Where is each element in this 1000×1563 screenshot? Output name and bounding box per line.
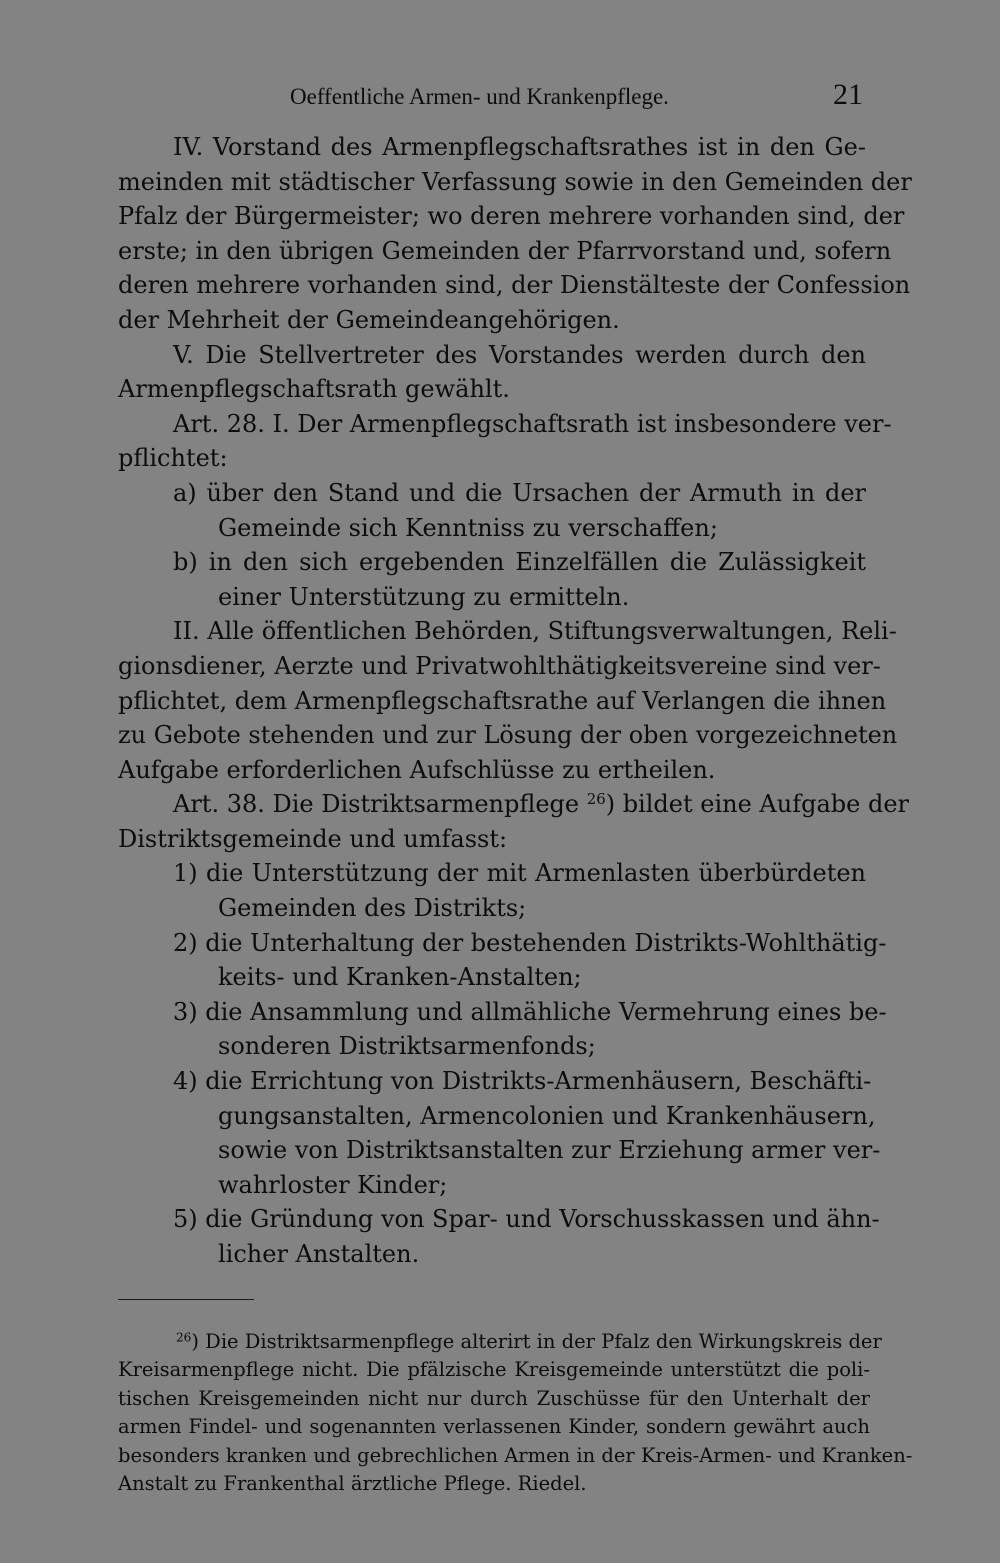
text-line: pflichtet:: [118, 444, 228, 473]
list-item-line: 1) die Unterstützung der mit Armenlasten überbürdeten: [173, 859, 866, 888]
line-text-after-ref: ) bildet eine Aufgabe der: [605, 790, 909, 819]
text-line: meinden mit städtischer Verfassung sowie in den Gemeinden der: [118, 167, 912, 196]
text-line: gionsdiener, Aerzte und Privatwohlthätigkeitsvereine sind ver-: [118, 651, 881, 680]
list-item-line: Gemeinden des Distrikts;: [218, 894, 527, 923]
page-header: [118, 78, 863, 114]
list-item-line: 2) die Unterhaltung der bestehenden Distrikts-Wohlthätig-: [173, 928, 887, 957]
list-item-line: b) in den sich ergebenden Einzelfällen die Zulässigkeit: [173, 548, 866, 577]
list-item-line: wahrloster Kinder;: [218, 1170, 448, 1199]
text-line: deren mehrere vorhanden sind, der Dienstälteste der Confession: [118, 271, 911, 300]
footnote-line: [118, 1328, 882, 1356]
text-line-with-footnote-ref: [118, 787, 909, 822]
page-number: 21: [833, 78, 863, 111]
footnote-line: Anstalt zu Frankenthal ärztliche Pflege. Riedel.: [118, 1471, 587, 1495]
list-item-line: gungsanstalten, Armencolonien und Krankenhäusern,: [218, 1101, 876, 1130]
footnote-line: armen Findel- und sogenannten verlassenen Kinder, sondern gewährt auch: [118, 1415, 870, 1439]
list-item-line: 4) die Errichtung von Distrikts-Armenhäusern, Beschäfti-: [173, 1067, 872, 1096]
footnote-section: [118, 1328, 913, 1498]
text-line: Art. 28. I. Der Armenpflegschaftsrath ist insbesondere ver-: [173, 409, 892, 438]
text-line: zu Gebote stehenden und zur Lösung der oben vorgezeichneten: [118, 721, 898, 750]
footnote-ref[interactable]: 26: [586, 790, 606, 809]
running-title: Oeffentliche Armen- und Krankenpflege.: [290, 84, 669, 109]
text-line: II. Alle öffentlichen Behörden, Stiftungsverwaltungen, Reli-: [173, 617, 897, 646]
text-line: der Mehrheit der Gemeindeangehörigen.: [118, 305, 620, 334]
footnote-line: besonders kranken und gebrechlichen Armen in der Kreis-Armen- und Kranken-: [118, 1443, 913, 1467]
list-item-line: 3) die Ansammlung und allmähliche Vermehrung eines be-: [173, 997, 887, 1026]
list-item-line: licher Anstalten.: [218, 1240, 420, 1268]
footnote-line: Kreisarmenpflege nicht. Die pfälzische Kreisgemeinde unterstützt die poli-: [118, 1358, 870, 1382]
list-item-line: Gemeinde sich Kenntniss zu verschaffen;: [218, 513, 718, 542]
list-item-line: einer Unterstützung zu ermitteln.: [218, 582, 630, 611]
list-item-line: 5) die Gründung von Spar- und Vorschusskassen und ähn-: [173, 1205, 880, 1234]
body-text: [118, 130, 912, 1272]
text-line: Distriktsgemeinde und umfasst:: [118, 824, 508, 853]
list-item-line: sowie von Distriktsanstalten zur Erziehung armer ver-: [218, 1136, 881, 1165]
list-item-line: sonderen Distriktsarmenfonds;: [218, 1032, 596, 1061]
text-line: V. Die Stellvertreter des Vorstandes werden durch den: [173, 340, 866, 369]
text-line: Pfalz der Bürgermeister; wo deren mehrere vorhanden sind, der: [118, 202, 905, 231]
text-line: IV. Vorstand des Armenpflegschaftsrathes ist in den Ge-: [173, 133, 866, 161]
footnote-marker: 26: [176, 1330, 192, 1345]
footnote-line: tischen Kreisgemeinden nicht nur durch Zuschüsse für den Unterhalt der: [118, 1386, 870, 1410]
line-text-before-ref: Art. 38. Die Distriktsarmenpflege: [173, 790, 580, 819]
footnote-text: ) Die Distriktsarmenpflege alterirt in der Pfalz den Wirkungskreis der: [191, 1330, 882, 1353]
text-line: Aufgabe erforderlichen Aufschlüsse zu ertheilen.: [118, 755, 716, 784]
list-item-line: a) über den Stand und die Ursachen der Armuth in der: [173, 478, 866, 507]
text-line: pflichtet, dem Armenpflegschaftsrathe auf Verlangen die ihnen: [118, 686, 887, 715]
list-item-line: keits- und Kranken-Anstalten;: [218, 963, 582, 992]
footnote-divider: [118, 1299, 254, 1300]
text-line: erste; in den übrigen Gemeinden der Pfarrvorstand und, sofern: [118, 236, 892, 265]
text-line: Armenpflegschaftsrath gewählt.: [118, 375, 510, 404]
